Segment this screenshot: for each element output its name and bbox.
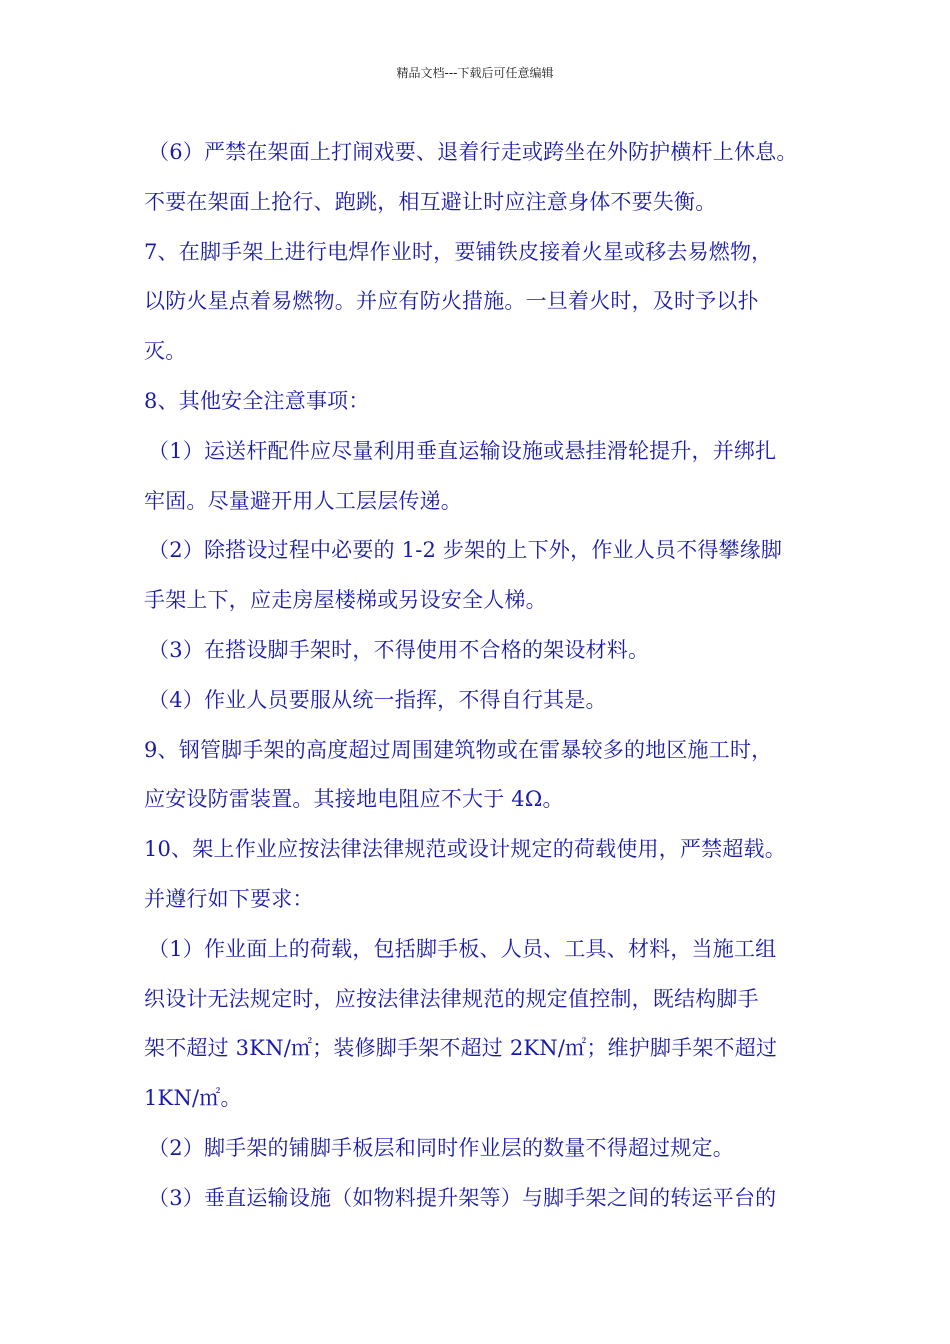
paragraph-line: （3）在搭设脚手架时，不得使用不合格的架设材料。	[148, 637, 650, 662]
paragraph-line: 并遵行如下要求：	[144, 886, 314, 911]
paragraph-line: 牢固。尽量避开用人工层层传递。	[144, 488, 462, 513]
paragraph-line: 7、在脚手架上进行电焊作业时，要铺铁皮接着火星或移去易燃物，	[144, 239, 773, 264]
paragraph-line: 1KN/㎡。	[144, 1086, 242, 1111]
paragraph-line: （2）除搭设过程中必要的 1-2 步架的上下外，作业人员不得攀缘脚	[148, 538, 783, 563]
paragraph-line: 架不超过 3KN/㎡；装修脚手架不超过 2KN/㎡；维护脚手架不超过	[144, 1036, 778, 1061]
paragraph-line: （4）作业人员要服从统一指挥，不得自行其是。	[148, 687, 607, 712]
paragraph-line: 10、架上作业应按法律法律规范或设计规定的荷载使用，严禁超载。	[144, 837, 786, 862]
paragraph-line: 应安设防雷装置。其接地电阻应不大于 4Ω。	[144, 787, 564, 812]
paragraph-line: 灭。	[144, 339, 187, 364]
paragraph-line: （3）垂直运输设施（如物料提升架等）与脚手架之间的转运平台的	[148, 1185, 777, 1210]
paragraph-line: （1）作业面上的荷载，包括脚手板、人员、工具、材料，当施工组	[148, 936, 777, 961]
document-body	[144, 128, 844, 1224]
paragraph-line: （2）脚手架的铺脚手板层和同时作业层的数量不得超过规定。	[148, 1135, 734, 1160]
page-header: 精品文档---下载后可任意编辑	[396, 66, 554, 80]
paragraph-line: （1）运送杆配件应尽量利用垂直运输设施或悬挂滑轮提升，并绑扎	[148, 438, 777, 463]
paragraph-line: 织设计无法规定时，应按法律法律规范的规定值控制，既结构脚手	[144, 986, 759, 1011]
paragraph-line: 不要在架面上抢行、跑跳，相互避让时应注意身体不要失衡。	[144, 189, 717, 214]
paragraph-line: 以防火星点着易燃物。并应有防火措施。一旦着火时，及时予以扑	[144, 289, 759, 314]
paragraph-line: 9、钢管脚手架的高度超过周围建筑物或在雷暴较多的地区施工时，	[144, 737, 773, 762]
paragraph-line: （6）严禁在架面上打闹戏要、退着行走或跨坐在外防护横杆上休息。	[148, 140, 798, 164]
paragraph-line: 8、其他安全注意事项：	[144, 388, 370, 413]
paragraph-line: 手架上下，应走房屋楼梯或另设安全人梯。	[144, 588, 547, 613]
